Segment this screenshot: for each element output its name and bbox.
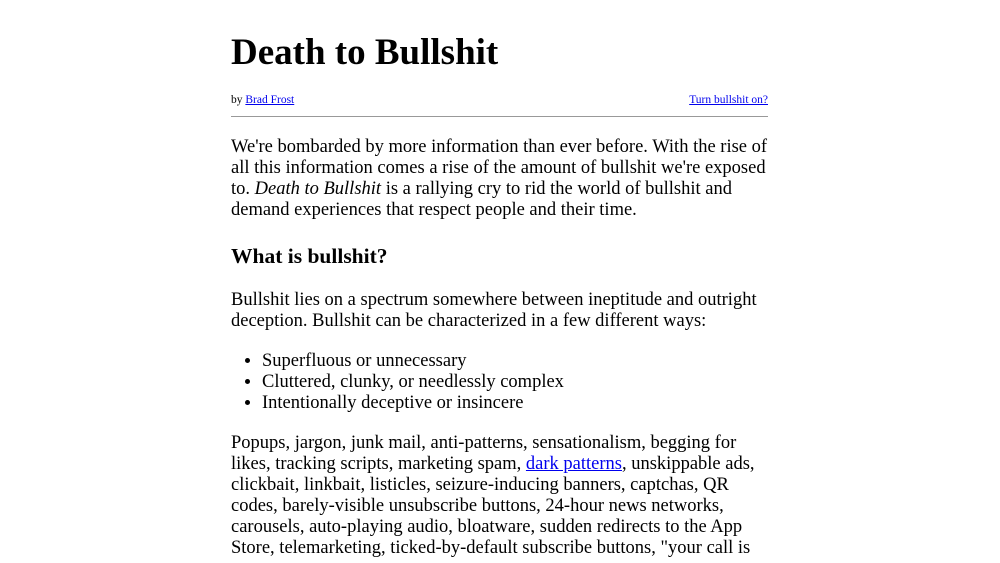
examples-text-start: Popups, jargon, junk mail, anti-patterns, sensationalism, begging for likes, tracking scripts, marketing spam, [231,433,737,474]
page-title: Death to Bullshit [231,32,499,73]
list-item: • Cluttered, clunky, or needlessly complex [262,372,768,393]
turn-bullshit-on-link[interactable]: Turn bullshit on? [689,94,768,106]
bullshit-traits-list [231,351,768,414]
spectrum-paragraph: Bullshit lies on a spectrum somewhere between ineptitude and outright deception. Bullshit can be characterized in a few different ways: [231,290,757,331]
article [231,0,768,559]
byline-bar [231,93,768,117]
intro-emphasis: Death to Bullshit [254,179,382,199]
intro-text-start: We're bombarded by more information than ever before. With the rise of all this information comes a rise of the amount of bullshit we're exposed to. [231,137,768,199]
byline-prefix: by [231,94,246,106]
intro-text-end: is a rallying cry to rid the world of bullshit and demand experiences that respect people and their time. [231,179,732,220]
dark-patterns-link[interactable]: dark patterns [525,454,622,474]
examples-paragraph [231,433,768,559]
list-item: • Superfluous or unnecessary [262,351,768,372]
examples-text-end: , unskippable ads, clickbait, linkbait, listicles, seizure-inducing banners, captchas, QR codes, barely-visible unsubscribe buttons, 24-hour news networks, carousels, auto-playing audio, bloatware, sudden redirects to the App Store, telemarketing, ticked-by-default subscribe buttons, "your call is [231,454,755,558]
byline [231,93,294,107]
section-heading: What is bullshit? [231,244,388,268]
intro-paragraph [231,137,768,221]
list-item: • Intentionally deceptive or insincere [262,393,768,414]
author-link[interactable]: Brad Frost [245,94,295,106]
